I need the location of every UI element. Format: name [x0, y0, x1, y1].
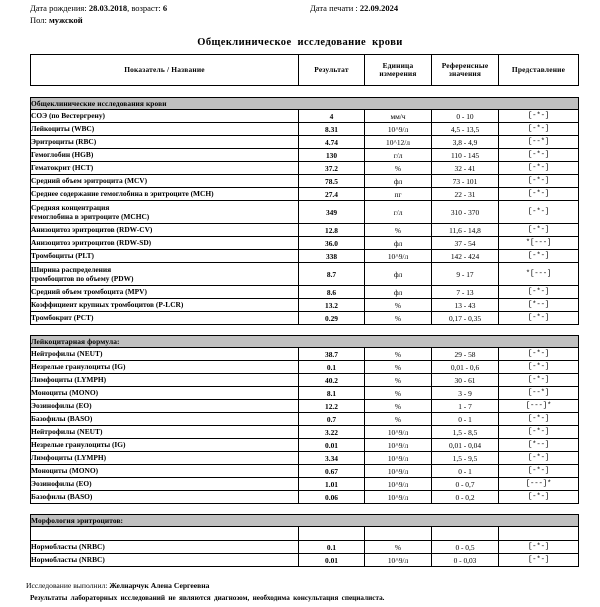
row-result: 8.7 [299, 263, 365, 286]
row-name: Базофилы (BASO) [31, 491, 299, 504]
row-result: 0.29 [299, 312, 365, 325]
row-reference: 13 - 43 [432, 299, 499, 312]
row-name: Нейтрофилы (NEUT) [31, 348, 299, 361]
row-result: 36.0 [299, 237, 365, 250]
row-representation: [-*-] [499, 250, 579, 263]
row-result: 338 [299, 250, 365, 263]
table-row [31, 478, 579, 491]
row-name: Ширина распределения тромбоцитов по объему (PDW) [31, 263, 299, 286]
row-unit: % [365, 541, 432, 554]
row-representation: [-*-] [499, 452, 579, 465]
row-representation: [*--] [499, 299, 579, 312]
row-reference: 37 - 54 [432, 237, 499, 250]
print-date-block [310, 2, 398, 14]
row-representation: [-*-] [499, 224, 579, 237]
table-row [31, 527, 579, 541]
row-representation: [-*-] [499, 188, 579, 201]
table-row [31, 452, 579, 465]
table-row [31, 224, 579, 237]
table-row [31, 188, 579, 201]
row-name: Анизоцитоз эритроцитов (RDW-SD) [31, 237, 299, 250]
section-header-row [31, 98, 579, 110]
row-name: Тромбоциты (PLT) [31, 250, 299, 263]
page-title: Общеклиническое исследование крови [197, 37, 403, 48]
row-representation: [-*-] [499, 541, 579, 554]
row-representation: [--*] [499, 387, 579, 400]
row-unit: 10^9/л [365, 478, 432, 491]
row-representation: [-*-] [499, 123, 579, 136]
report-footer [0, 567, 600, 604]
row-result: 40.2 [299, 374, 365, 387]
row-representation: [*--] [499, 439, 579, 452]
row-representation: [-*-] [499, 201, 579, 224]
header-representation: Представление [499, 55, 579, 86]
row-result: 8.1 [299, 387, 365, 400]
table-row [31, 136, 579, 149]
age-label: , возраст: [127, 3, 161, 13]
row-name: Эозинофилы (EO) [31, 400, 299, 413]
row-result: 0.7 [299, 413, 365, 426]
row-result: 12.2 [299, 400, 365, 413]
row-unit: 10^9/л [365, 491, 432, 504]
row-result: 3.34 [299, 452, 365, 465]
row-name: СОЭ (по Вестергрену) [31, 110, 299, 123]
row-reference: 0 - 0,7 [432, 478, 499, 491]
row-unit: % [365, 413, 432, 426]
table-row [31, 162, 579, 175]
row-reference: 11,6 - 14,8 [432, 224, 499, 237]
row-unit: % [365, 162, 432, 175]
row-unit [365, 527, 432, 541]
row-representation: [---]* [499, 478, 579, 491]
row-result: 130 [299, 149, 365, 162]
row-result: 3.22 [299, 426, 365, 439]
table-row [31, 465, 579, 478]
row-name: Лейкоциты (WBC) [31, 123, 299, 136]
section-header-row [31, 336, 579, 348]
row-representation: [--*] [499, 136, 579, 149]
row-representation: [-*-] [499, 413, 579, 426]
performed-by-label: Исследование выполнил: [26, 581, 108, 590]
row-reference: 0 - 10 [432, 110, 499, 123]
row-result: 8.31 [299, 123, 365, 136]
row-result: 1.01 [299, 478, 365, 491]
row-representation: [-*-] [499, 175, 579, 188]
row-unit: 10^9/л [365, 426, 432, 439]
row-name: Эозинофилы (EO) [31, 478, 299, 491]
row-representation: [-*-] [499, 374, 579, 387]
row-reference: 1,5 - 8,5 [432, 426, 499, 439]
row-unit: 10^9/л [365, 250, 432, 263]
row-reference: 310 - 370 [432, 201, 499, 224]
sex-value: мужской [49, 15, 83, 25]
table-row [31, 348, 579, 361]
row-reference: 0 - 1 [432, 413, 499, 426]
row-name: Средняя концентрация гемоглобина в эритроците (MCHC) [31, 201, 299, 224]
row-unit: % [365, 224, 432, 237]
row-result: 0.1 [299, 361, 365, 374]
row-unit: мм/ч [365, 110, 432, 123]
row-reference: 0 - 1 [432, 465, 499, 478]
header-unit: Единица измерения [365, 55, 432, 86]
row-reference: 4,5 - 13,5 [432, 123, 499, 136]
section-table [30, 335, 579, 504]
row-unit: фл [365, 175, 432, 188]
header-name: Показатель / Название [31, 55, 299, 86]
row-unit: % [365, 374, 432, 387]
row-result: 0.67 [299, 465, 365, 478]
table-row [31, 250, 579, 263]
row-unit: 10^12/л [365, 136, 432, 149]
table-row [31, 387, 579, 400]
row-reference: 0 - 0,5 [432, 541, 499, 554]
row-name: Незрелые гранулоциты (IG) [31, 361, 299, 374]
row-result: 38.7 [299, 348, 365, 361]
row-name: Эритроциты (RBC) [31, 136, 299, 149]
row-name: Незрелые гранулоциты (IG) [31, 439, 299, 452]
row-representation: [-*-] [499, 361, 579, 374]
table-row [31, 175, 579, 188]
report-sheet [0, 54, 600, 567]
header-reference: Референсные значения [432, 55, 499, 86]
row-reference: 0,17 - 0,35 [432, 312, 499, 325]
row-unit: 10^9/л [365, 123, 432, 136]
row-representation: [-*-] [499, 110, 579, 123]
row-result: 0.01 [299, 439, 365, 452]
table-row [31, 299, 579, 312]
row-representation: *[---] [499, 263, 579, 286]
row-name: Лимфоциты (LYMPH) [31, 374, 299, 387]
row-unit: % [365, 348, 432, 361]
row-result: 0.1 [299, 541, 365, 554]
row-name: Нормобласты (NRBC) [31, 554, 299, 567]
row-result: 37.2 [299, 162, 365, 175]
row-reference: 1,5 - 9,5 [432, 452, 499, 465]
row-unit: % [365, 361, 432, 374]
row-name: Коэффициент крупных тромбоцитов (P-LCR) [31, 299, 299, 312]
performed-by-line [26, 580, 600, 592]
row-reference: 73 - 101 [432, 175, 499, 188]
patient-sex-line [30, 14, 600, 26]
disclaimer-text: Результаты лабораторных исследований не являются диагнозом, необходима консультация специалиста. [30, 594, 385, 602]
row-unit: фл [365, 263, 432, 286]
row-unit: фл [365, 237, 432, 250]
row-unit: г/л [365, 201, 432, 224]
row-name: Анизоцитоз эритроцитов (RDW-CV) [31, 224, 299, 237]
section-table [30, 514, 579, 567]
table-row [31, 439, 579, 452]
row-representation: [-*-] [499, 286, 579, 299]
row-reference: 0,01 - 0,04 [432, 439, 499, 452]
row-result: 349 [299, 201, 365, 224]
row-reference [432, 527, 499, 541]
age-value: 6 [162, 3, 168, 13]
print-date-value: 22.09.2024 [359, 3, 399, 13]
row-name: Базофилы (BASO) [31, 413, 299, 426]
performed-by-name: Желнарчук Алена Сергеевна [109, 581, 210, 590]
row-representation: [-*-] [499, 162, 579, 175]
row-reference: 0,01 - 0,6 [432, 361, 499, 374]
row-name: Средний объем эритроцита (MCV) [31, 175, 299, 188]
row-unit: 10^9/л [365, 465, 432, 478]
row-reference: 22 - 31 [432, 188, 499, 201]
row-unit: пг [365, 188, 432, 201]
table-row [31, 237, 579, 250]
table-row [31, 491, 579, 504]
row-name: Моноциты (MONO) [31, 465, 299, 478]
row-name [31, 527, 299, 541]
table-column-headers [30, 54, 579, 86]
row-result: 4 [299, 110, 365, 123]
row-reference: 7 - 13 [432, 286, 499, 299]
row-representation: [-*-] [499, 426, 579, 439]
row-unit: г/л [365, 149, 432, 162]
row-result: 12.8 [299, 224, 365, 237]
row-result: 13.2 [299, 299, 365, 312]
row-unit: % [365, 299, 432, 312]
row-result: 8.6 [299, 286, 365, 299]
row-result [299, 527, 365, 541]
row-representation: [-*-] [499, 312, 579, 325]
row-reference: 1 - 7 [432, 400, 499, 413]
row-name: Средний объем тромбоцита (MPV) [31, 286, 299, 299]
sections-container [30, 97, 578, 567]
table-row [31, 426, 579, 439]
row-representation: [-*-] [499, 348, 579, 361]
table-row [31, 123, 579, 136]
row-name: Лимфоциты (LYMPH) [31, 452, 299, 465]
row-unit: 10^9/л [365, 452, 432, 465]
table-row [31, 201, 579, 224]
row-reference: 9 - 17 [432, 263, 499, 286]
row-unit: % [365, 400, 432, 413]
row-reference: 110 - 145 [432, 149, 499, 162]
table-header-row [31, 55, 579, 86]
row-unit: фл [365, 286, 432, 299]
table-row [31, 413, 579, 426]
row-unit: % [365, 387, 432, 400]
row-representation: [-*-] [499, 149, 579, 162]
patient-info-bar [0, 0, 600, 36]
row-reference: 142 - 424 [432, 250, 499, 263]
print-date-label: Дата печати : [310, 3, 358, 13]
row-reference: 0 - 0,03 [432, 554, 499, 567]
row-name: Нормобласты (NRBC) [31, 541, 299, 554]
row-reference: 3 - 9 [432, 387, 499, 400]
table-row [31, 286, 579, 299]
section-header-row [31, 515, 579, 527]
sex-label: Пол: [30, 15, 47, 25]
row-reference: 3,8 - 4,9 [432, 136, 499, 149]
table-row [31, 400, 579, 413]
row-result: 4.74 [299, 136, 365, 149]
row-unit: % [365, 312, 432, 325]
header-body-gap [30, 86, 578, 97]
section-title: Общеклинические исследования крови [31, 98, 579, 110]
table-row [31, 541, 579, 554]
birth-date-value: 28.03.2018 [88, 3, 128, 13]
section-gap [30, 325, 578, 335]
row-name: Нейтрофилы (NEUT) [31, 426, 299, 439]
row-representation: [---]* [499, 400, 579, 413]
table-row [31, 263, 579, 286]
table-row [31, 312, 579, 325]
row-representation: [-*-] [499, 491, 579, 504]
birth-date-label: Дата рождения: [30, 3, 87, 13]
row-representation [499, 527, 579, 541]
section-title: Морфология эритроцитов: [31, 515, 579, 527]
table-row [31, 149, 579, 162]
row-name: Моноциты (MONO) [31, 387, 299, 400]
row-result: 0.01 [299, 554, 365, 567]
row-unit: 10^9/л [365, 554, 432, 567]
row-name: Гемоглобин (HGB) [31, 149, 299, 162]
row-result: 0.06 [299, 491, 365, 504]
row-reference: 30 - 61 [432, 374, 499, 387]
table-row [31, 374, 579, 387]
row-result: 78.5 [299, 175, 365, 188]
row-name: Среднее содержание гемоглобина в эритроците (MCH) [31, 188, 299, 201]
row-reference: 0 - 0,2 [432, 491, 499, 504]
section-title: Лейкоцитарная формула: [31, 336, 579, 348]
row-name: Гематокрит (HCT) [31, 162, 299, 175]
row-representation: [-*-] [499, 554, 579, 567]
row-unit: 10^9/л [365, 439, 432, 452]
row-reference: 32 - 41 [432, 162, 499, 175]
section-gap [30, 504, 578, 514]
table-row [31, 554, 579, 567]
header-result: Результат [299, 55, 365, 86]
table-row [31, 110, 579, 123]
row-result: 27.4 [299, 188, 365, 201]
row-name: Тромбокрит (PCT) [31, 312, 299, 325]
row-reference: 29 - 58 [432, 348, 499, 361]
row-representation: [-*-] [499, 465, 579, 478]
row-representation: *[---] [499, 237, 579, 250]
section-table [30, 97, 579, 325]
table-row [31, 361, 579, 374]
